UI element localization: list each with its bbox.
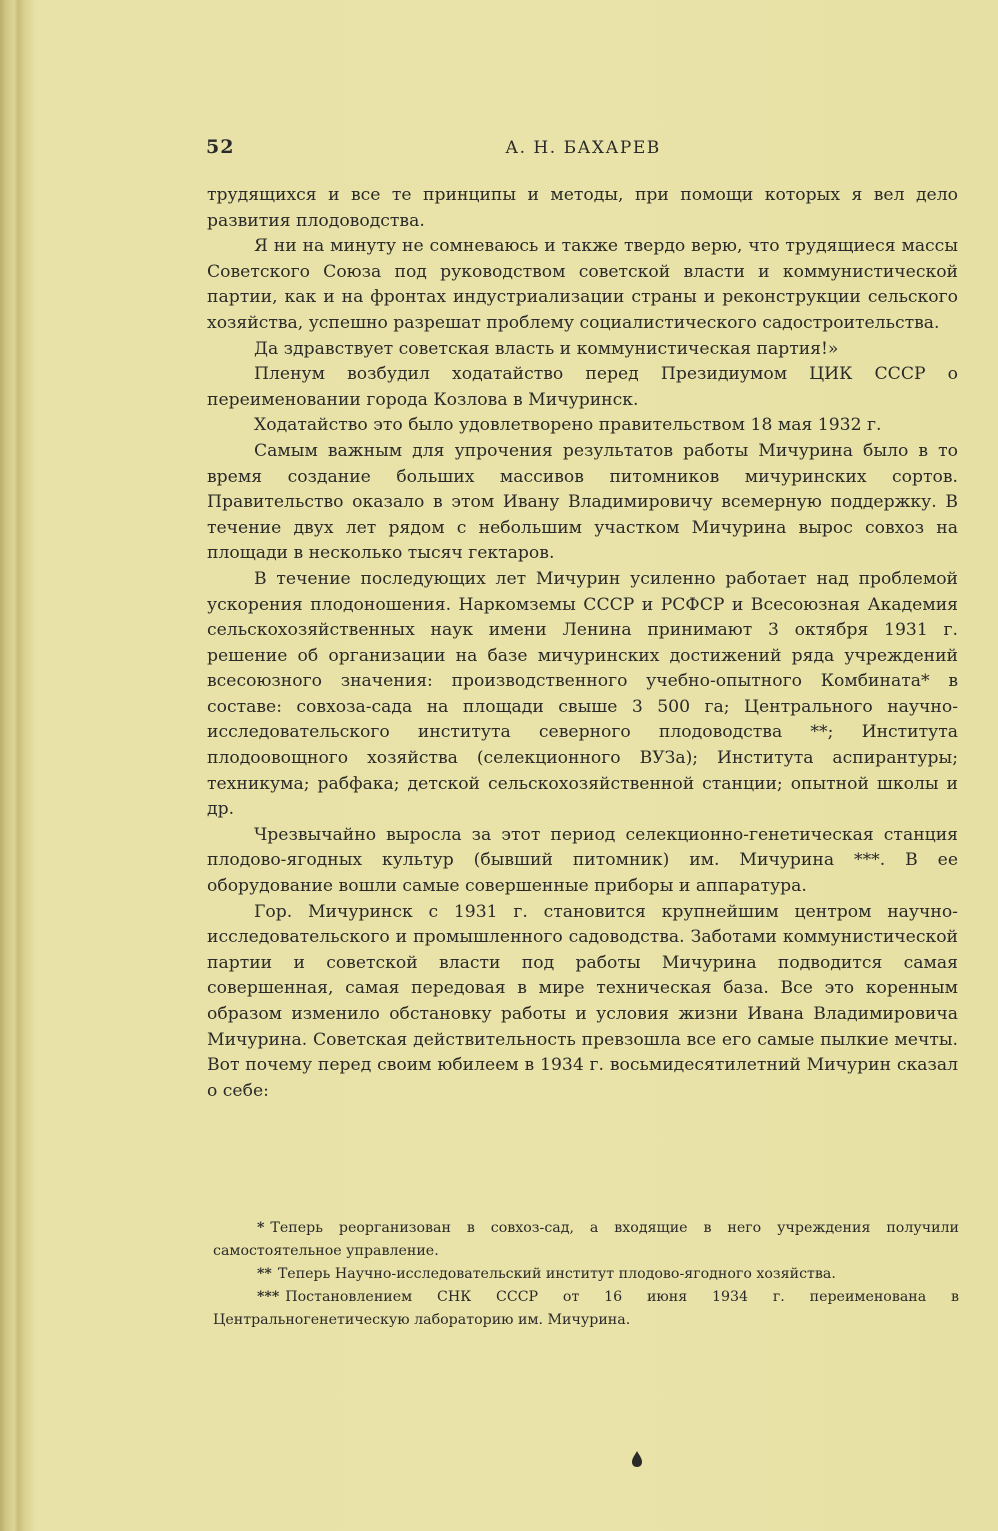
main-text [207,183,958,1104]
book-spine-shadow [0,0,34,1531]
footnote-text: Теперь Научно-исследовательский институт плодово-ягодного хозяйства. [277,1266,836,1282]
footnote [213,1286,959,1332]
footnotes [213,1217,959,1332]
ink-blot-ornament-icon [631,1450,643,1468]
running-head: А. Н. БАХАРЕВ [505,138,661,158]
page-number: 52 [206,136,235,158]
paragraph: Я ни на минуту не сомневаюсь и также твердо верю, что трудящиеся массы Советского Союза под руководством советской власти и коммунистической партии, как и на фронтах индустриализации страны и реконструкции сельского хозяйства, успешно разрешат проблему социалистического садостроительства. [207,236,958,333]
paragraph: Да здравствует советская власть и коммунистическая партия!» [254,338,839,359]
footnote-mark: *** [257,1289,280,1305]
paragraph: Чрезвычайно выросла за этот период селекционно-генетическая станция плодово-ягодных культур (бывший питомник) им. Мичурина ***. В ее оборудование вошли самые совершенные приборы и аппаратура. [207,824,958,897]
footnote-mark: * [257,1220,265,1236]
footnote-text: Постановлением СНК СССР от 16 июня 1934 г. переименована в Центральногенетическую лабораторию им. Мичурина. [213,1289,959,1328]
footnote [213,1217,959,1263]
footnote-mark: ** [257,1266,272,1282]
paragraph: трудящихся и все те принципы и методы, при помощи которых я вел дело развития плодоводства. [207,185,958,231]
paragraph: Ходатайство это было удовлетворено правительством 18 мая 1932 г. [254,415,882,436]
paragraph: Гор. Мичуринск с 1931 г. становится крупнейшим центром научно-исследовательского и промышленного садоводства. Заботами коммунистической партии и советской власти под работы Мичурина подводится самая совершенная, самая передовая в мире техническая база. Все это коренным образом изменило обстановку работы и условия жизни Ивана Владимировича Мичурина. Советская действительность превзошла все его самые пылкие мечты. Вот почему перед своим юбилеем в 1934 г. восьмидесятилетний Мичурин сказал о себе: [207,901,958,1101]
paragraph: Самым важным для упрочения результатов работы Мичурина было в то время создание больших массивов питомников мичуринских сортов. Правительство оказало в этом Ивану Владимировичу всемерную поддержку. В течение двух лет рядом с небольшим участком Мичурина вырос совхоз на площади в несколько тысяч гектаров. [207,440,958,564]
paragraph: Пленум возбудил ходатайство перед Президиумом ЦИК СССР о переименовании города Козлова в Мичуринск. [207,364,958,410]
paragraph: В течение последующих лет Мичурин усиленно работает над проблемой ускорения плодоношения. Наркомземы СССР и РСФСР и Всесоюзная Академия сельскохозяйственных наук имени Ленина принимают 3 октября 1931 г. решение об организации на базе мичуринских достижений ряда учреждений всесоюзного значения: производственного учебно-опытного Комбината* в составе: совхоза-сада на площади свыше 3 500 га; Центрального научно-исследовательского института северного плодоводства **; Института плодоовощного хозяйства (селекционного ВУЗа); Института аспирантуры; техникума; рабфака; детской сельскохозяйственной станции; опытной школы и др. [207,568,958,820]
footnote-text: Теперь реорганизован в совхоз-сад, а входящие в него учреждения получили самостоятельное управление. [213,1220,959,1259]
footnote [213,1263,959,1286]
page-header [206,136,960,164]
